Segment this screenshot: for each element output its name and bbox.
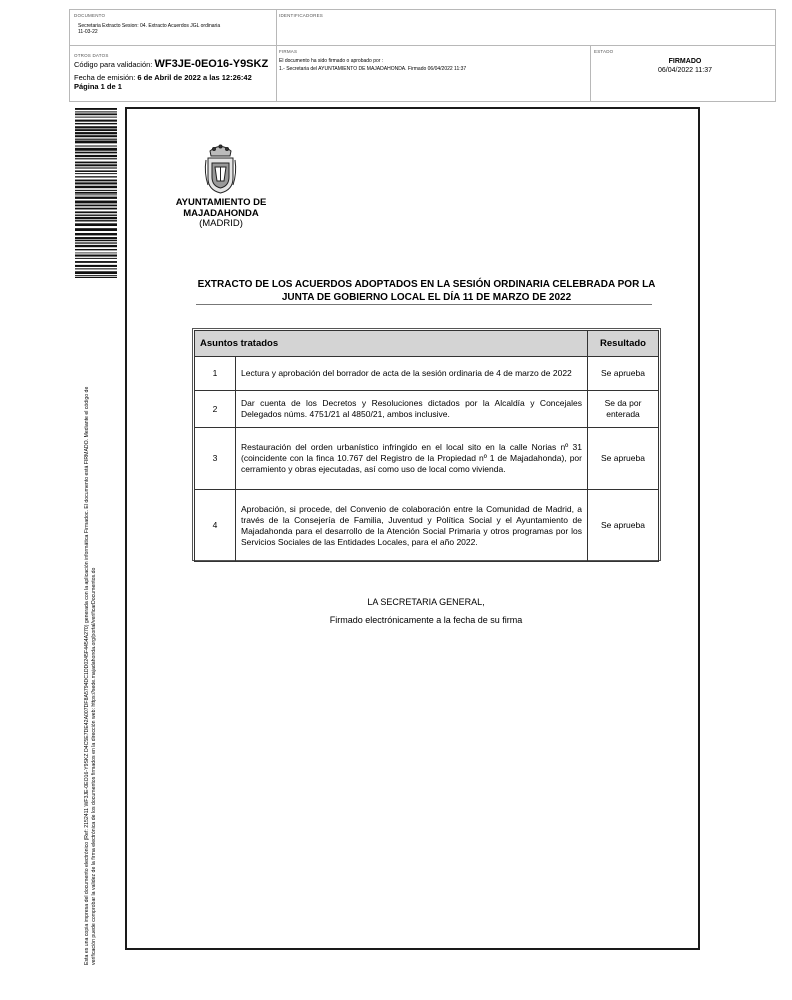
barcode-bar (75, 242, 117, 243)
header-divider (590, 45, 591, 101)
row-number: 3 (195, 428, 236, 490)
validation-line (74, 60, 268, 69)
barcode-bar (75, 197, 117, 199)
state-caption: ESTADO (594, 49, 614, 54)
row-result: Se aprueba (588, 357, 659, 391)
table-row (195, 490, 659, 562)
emission-value: 6 de Abril de 2022 a las 12:26:42 (137, 73, 252, 82)
emission-label: Fecha de emisión: (74, 73, 136, 82)
barcode-bar (75, 111, 117, 112)
state-value: FIRMADO (668, 58, 702, 65)
other-data-caption: OTROS DATOS (74, 53, 109, 58)
barcode-bar (75, 117, 117, 118)
signatures-line-2: 1.- Secretaria del AYUNTAMIENTO DE MAJADAHONDA. Firmado 06/04/2022 11:37 (279, 66, 467, 72)
barcode-bar (75, 186, 117, 188)
table-row (195, 428, 659, 490)
barcode-bar (75, 126, 117, 128)
side-verification-text (84, 265, 97, 965)
header-divider (276, 10, 277, 101)
document-header (69, 9, 776, 102)
side-text-line-2: verificación puede comprobar la validez de la firma electrónica de los documentos firmados en la dirección web: https://sede.majadahonda.org/portal/verificarDocumentos.do (90, 567, 97, 965)
barcode-bar (75, 123, 117, 124)
page-info: Página 1 de 1 (74, 82, 122, 91)
table-header-row (195, 331, 659, 357)
barcode-bar (75, 237, 117, 239)
title-line-2: JUNTA DE GOBIERNO LOCAL EL DÍA 11 DE MARZO DE 2022 (281, 292, 572, 303)
barcode-bar (75, 240, 117, 242)
document-line-2: 11-03-22 (78, 29, 98, 35)
signature-note: Firmado electrónicamente a la fecha de su firma (329, 615, 523, 625)
validation-code[interactable]: WF3JE-0EO16-Y9SKZ (154, 58, 269, 70)
barcode-bar (75, 176, 117, 177)
barcode-bar (75, 180, 117, 182)
organization-name (165, 198, 277, 230)
barcode-bar (75, 192, 117, 194)
organization-line-2: MAJADAHONDA (183, 207, 259, 219)
barcode-bar (75, 164, 117, 166)
barcode-bar (75, 129, 117, 131)
barcode-bar (75, 217, 117, 219)
emission-line (74, 73, 252, 82)
barcode-bar (75, 155, 117, 157)
barcode-bar (75, 135, 117, 137)
row-description: Dar cuenta de los Decretos y Resoluciones dictados por la Alcaldía y Concejales Delegados núms. 4751/21 al 4850/21, ambos inclusive. (236, 391, 588, 428)
barcode-bar (75, 182, 117, 184)
barcode-bar (75, 108, 117, 110)
barcode-bar (75, 223, 117, 226)
table-row (195, 391, 659, 428)
state-date: 06/04/2022 11:37 (658, 67, 712, 74)
document-line-1: Secretaria Extracto Sesion: 04. Extracto Acuerdos JGL ordinaria (78, 23, 221, 29)
signatures-caption: FIRMAS (279, 49, 298, 54)
barcode-bar (75, 120, 117, 122)
barcode-image (75, 108, 117, 278)
barcode-bar (75, 255, 117, 257)
row-result: Se aprueba (588, 490, 659, 562)
barcode-bar (75, 113, 117, 115)
barcode-bar (75, 145, 117, 146)
barcode-bar (75, 173, 117, 174)
title-underline (196, 304, 652, 305)
agenda-table (194, 330, 659, 562)
barcode-bar (75, 258, 117, 259)
barcode-bar (75, 245, 117, 247)
barcode-bar (75, 208, 117, 210)
document-title (196, 278, 657, 304)
identifiers-caption: IDENTIFICADORES (279, 13, 324, 18)
barcode-bar (75, 233, 117, 235)
row-result: Se da por enterada (588, 391, 659, 428)
barcode-bar (75, 253, 117, 254)
signature-role: LA SECRETARIA GENERAL, (367, 597, 485, 607)
barcode-bar (75, 261, 117, 263)
barcode-bar (75, 162, 117, 164)
row-description: Aprobación, si procede, del Convenio de colaboración entre la Comunidad de Madrid, a través de la Consejería de Familia, Juventud y Política Social y el Ayuntamiento de Majadahonda para el desarrollo de la Atención Social Primaria y otros programas por los Servicios Sociales de las Entidades Locales, para el año 2022. (236, 490, 588, 562)
barcode-bar (75, 158, 117, 159)
barcode-bar (75, 132, 117, 134)
row-number: 2 (195, 391, 236, 428)
validation-label: Código para validación: (74, 60, 153, 69)
barcode-bar (75, 194, 117, 195)
barcode-bar (75, 249, 117, 250)
barcode-bar (75, 201, 117, 204)
header-topics: Asuntos tratados (195, 331, 588, 357)
barcode-bar (75, 220, 117, 221)
title-line-1: EXTRACTO DE LOS ACUERDOS ADOPTADOS EN LA SESIÓN ORDINARIA CELEBRADA POR LA (197, 279, 656, 290)
barcode-bar (75, 170, 117, 172)
organization-line-3: (MADRID) (199, 218, 243, 229)
coat-of-arms-icon (203, 143, 238, 195)
document-description (78, 23, 220, 35)
barcode-bar (75, 190, 117, 191)
header-result: Resultado (588, 331, 659, 357)
row-description: Restauración del orden urbanístico infringido en el local sito en la calle Norias nº 31 (coincidente con la finca 10.767 del Registro de la Propiedad nº 1 de Majadahonda), por cerramiento y obras ejecutadas, así como uso de local como vivienda. (236, 428, 588, 490)
row-description: Lectura y aprobación del borrador de acta de la sesión ordinaria de 4 de marzo de 2022 (236, 357, 588, 391)
barcode-bar (75, 140, 117, 143)
organization-line-1: AYUNTAMIENTO DE (175, 197, 267, 208)
barcode-bar (75, 205, 117, 207)
row-result: Se aprueba (588, 428, 659, 490)
side-text-line-1: Esta es una copia impresa del documento electrónico (Ref: 2152411 WF3JE-0EO16-Y9SKZ D4C5E7DE42A007DF8A5794DC1DD0245F4454A270) generada con la aplicación informática Firmadoc. El documento está FIRMADO. Mediante el código de (84, 386, 90, 965)
barcode-bar (75, 211, 117, 213)
row-number: 1 (195, 357, 236, 391)
barcode-bar (75, 167, 117, 168)
barcode-bar (75, 139, 117, 140)
document-caption: DOCUMENTO (74, 13, 106, 18)
barcode-bar (75, 228, 117, 231)
signatures-line-1: El documento ha sido firmado o aprobado por : (279, 58, 384, 64)
barcode-bar (75, 215, 117, 216)
barcode-bar (75, 152, 117, 154)
row-number: 4 (195, 490, 236, 562)
barcode-bar (75, 148, 117, 151)
table-row (195, 357, 659, 391)
